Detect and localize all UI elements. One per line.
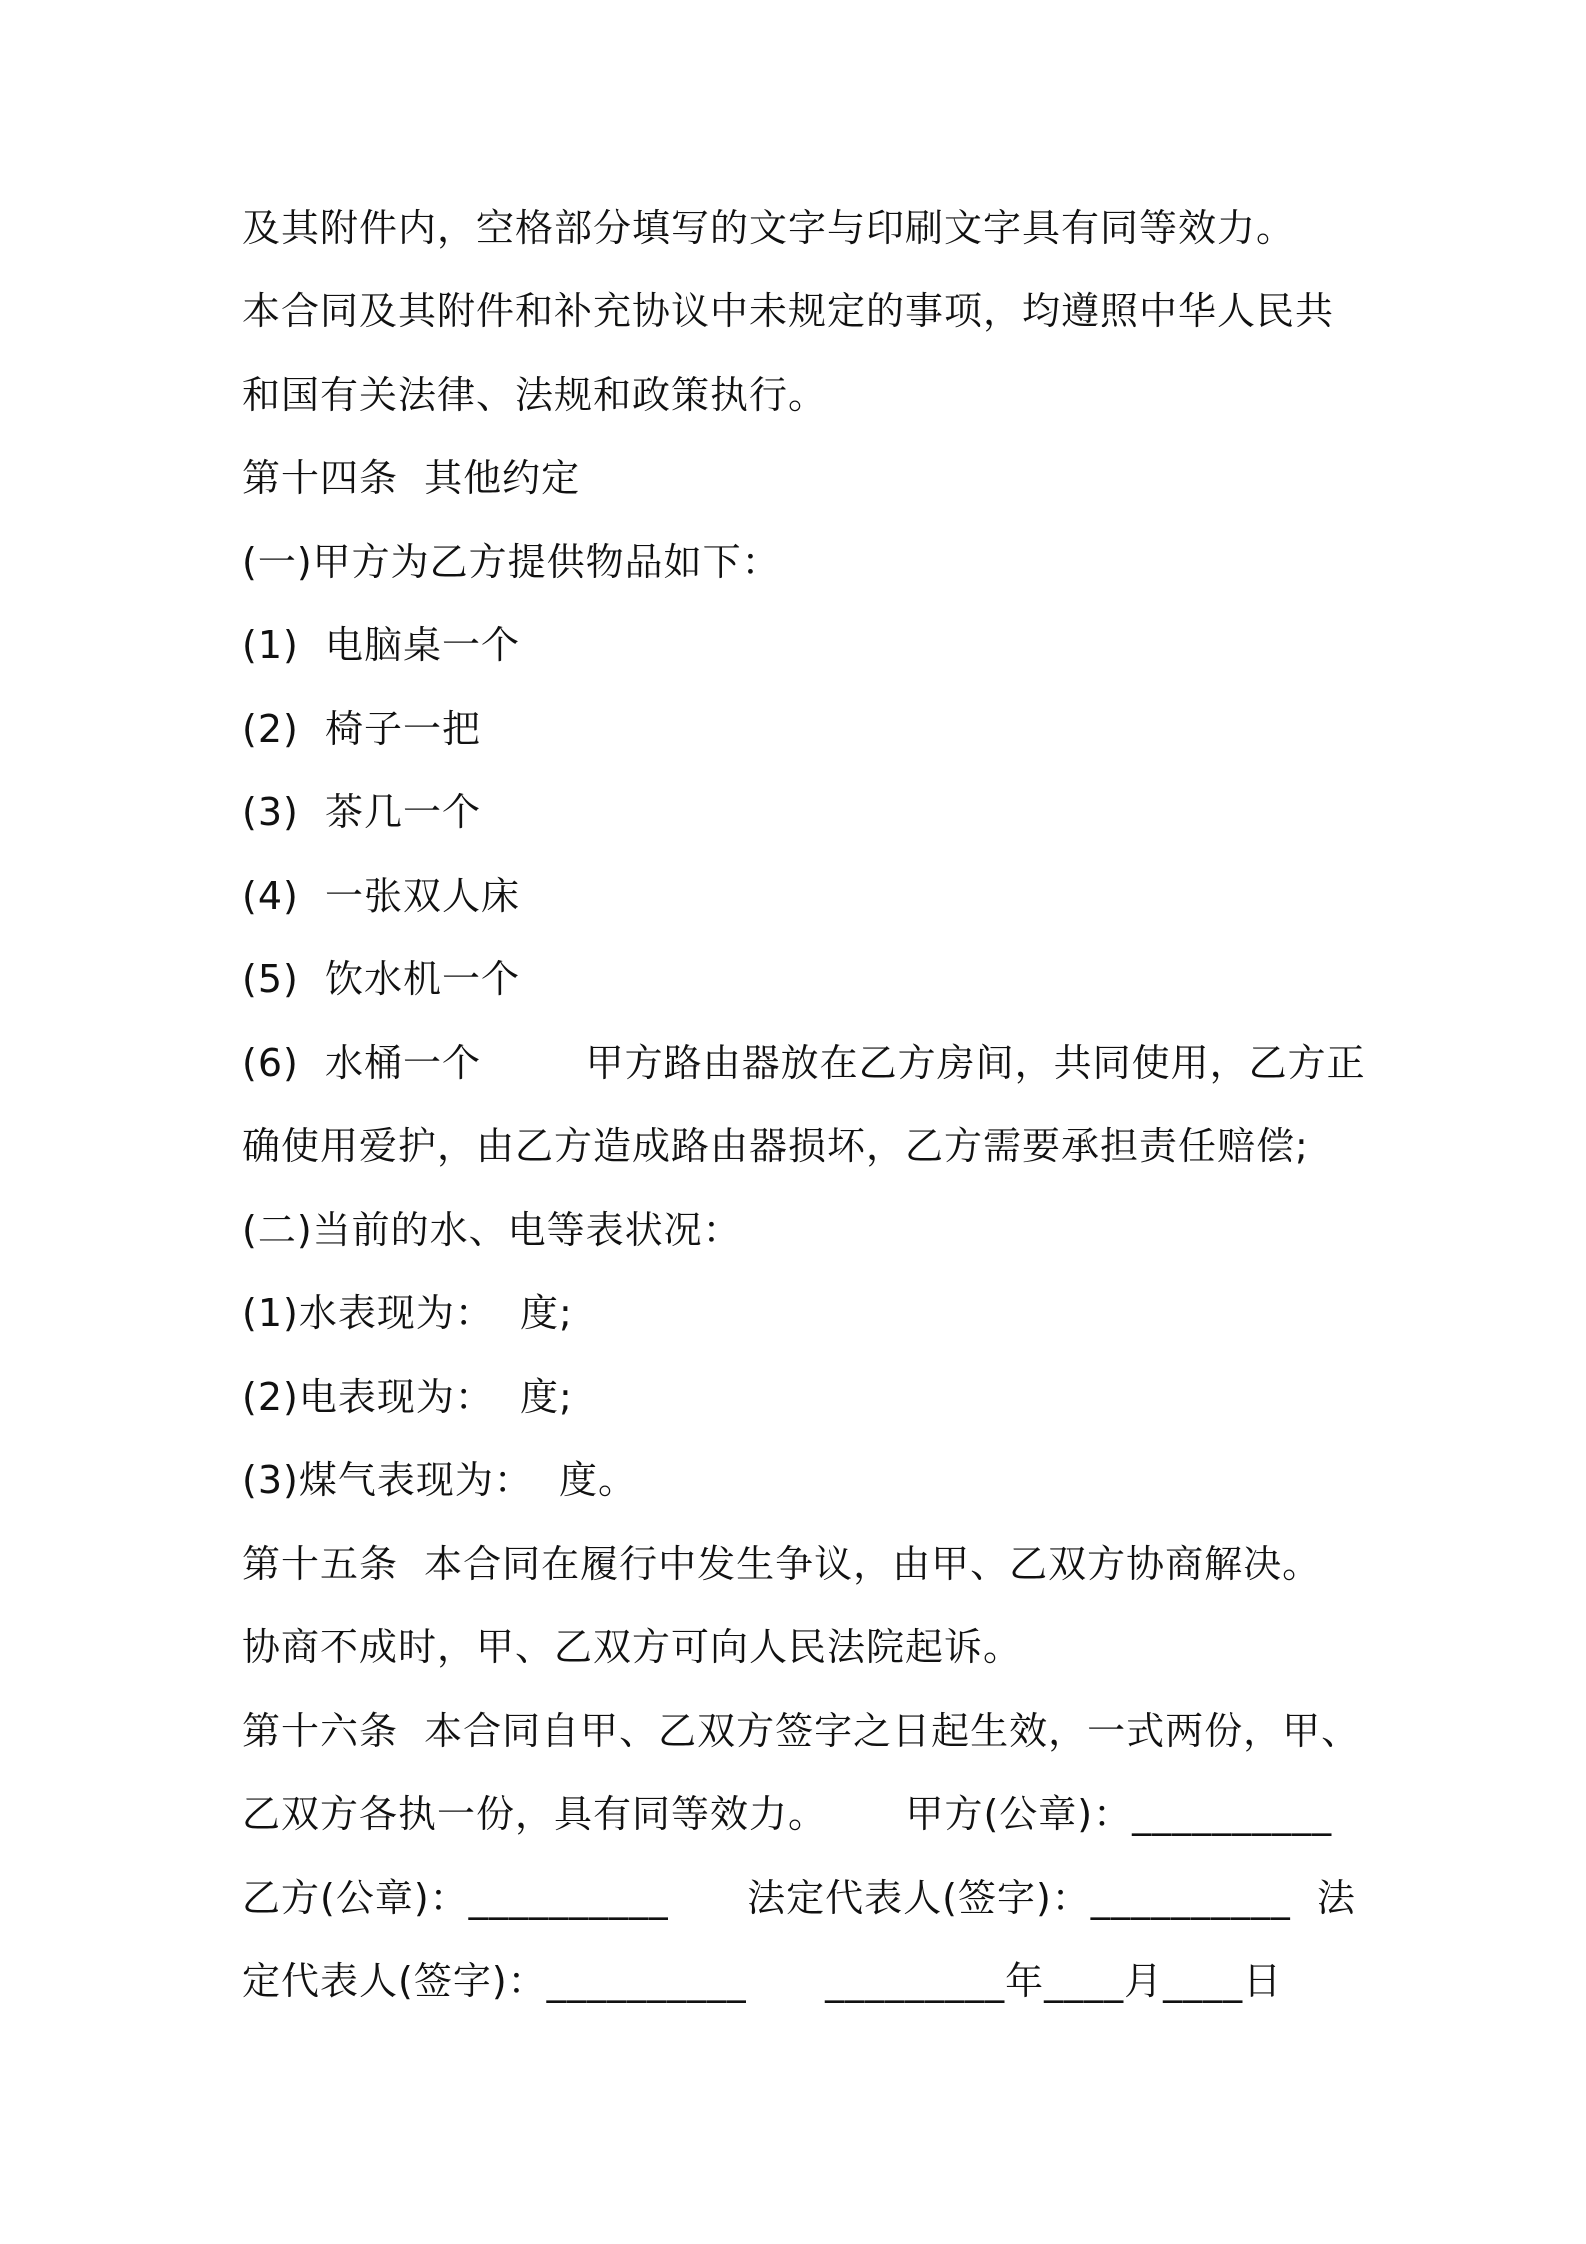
meter-reading: (3)煤气表现为： 度。	[242, 1458, 637, 1502]
signature-line: 乙方(公章)：__________ 法定代表人(签字)：__________ 法	[242, 1876, 1356, 1920]
list-item: (5) 饮水机一个	[242, 957, 520, 1001]
text-line: (一)甲方为乙方提供物品如下：	[242, 540, 781, 584]
text-line: 确使用爱护，由乙方造成路由器损坏，乙方需要承担责任赔偿;	[242, 1124, 1309, 1168]
text-line: 及其附件内，空格部分填写的文字与印刷文字具有同等效力。	[242, 206, 1296, 250]
text-line: 和国有关法律、法规和政策执行。	[242, 373, 828, 417]
list-item: (1) 电脑桌一个	[242, 623, 520, 667]
list-item: (6) 水桶一个 甲方路由器放在乙方房间，共同使用，乙方正	[242, 1041, 1366, 1085]
signature-date-line: 定代表人(签字)：__________ _________年____月____日	[242, 1959, 1283, 2003]
text-line: 本合同及其附件和补充协议中未规定的事项，均遵照中华人民共	[242, 289, 1335, 333]
list-item: (2) 椅子一把	[242, 707, 481, 751]
text-line: 协商不成时，甲、乙双方可向人民法院起诉。	[242, 1625, 1023, 1669]
article-14-heading: 第十四条 其他约定	[242, 456, 581, 500]
list-item: (3) 茶几一个	[242, 790, 481, 834]
article-16-text: 第十六条 本合同自甲、乙双方签字之日起生效，一式两份，甲、	[242, 1709, 1361, 1753]
meter-reading: (1)水表现为： 度;	[242, 1291, 573, 1335]
meter-reading: (2)电表现为： 度;	[242, 1375, 573, 1419]
article-15-text: 第十五条 本合同在履行中发生争议，由甲、乙双方协商解决。	[242, 1542, 1322, 1586]
list-item: (4) 一张双人床	[242, 874, 520, 918]
text-line: (二)当前的水、电等表状况：	[242, 1208, 742, 1252]
signature-line: 乙双方各执一份，具有同等效力。 甲方(公章)：__________	[242, 1792, 1333, 1836]
